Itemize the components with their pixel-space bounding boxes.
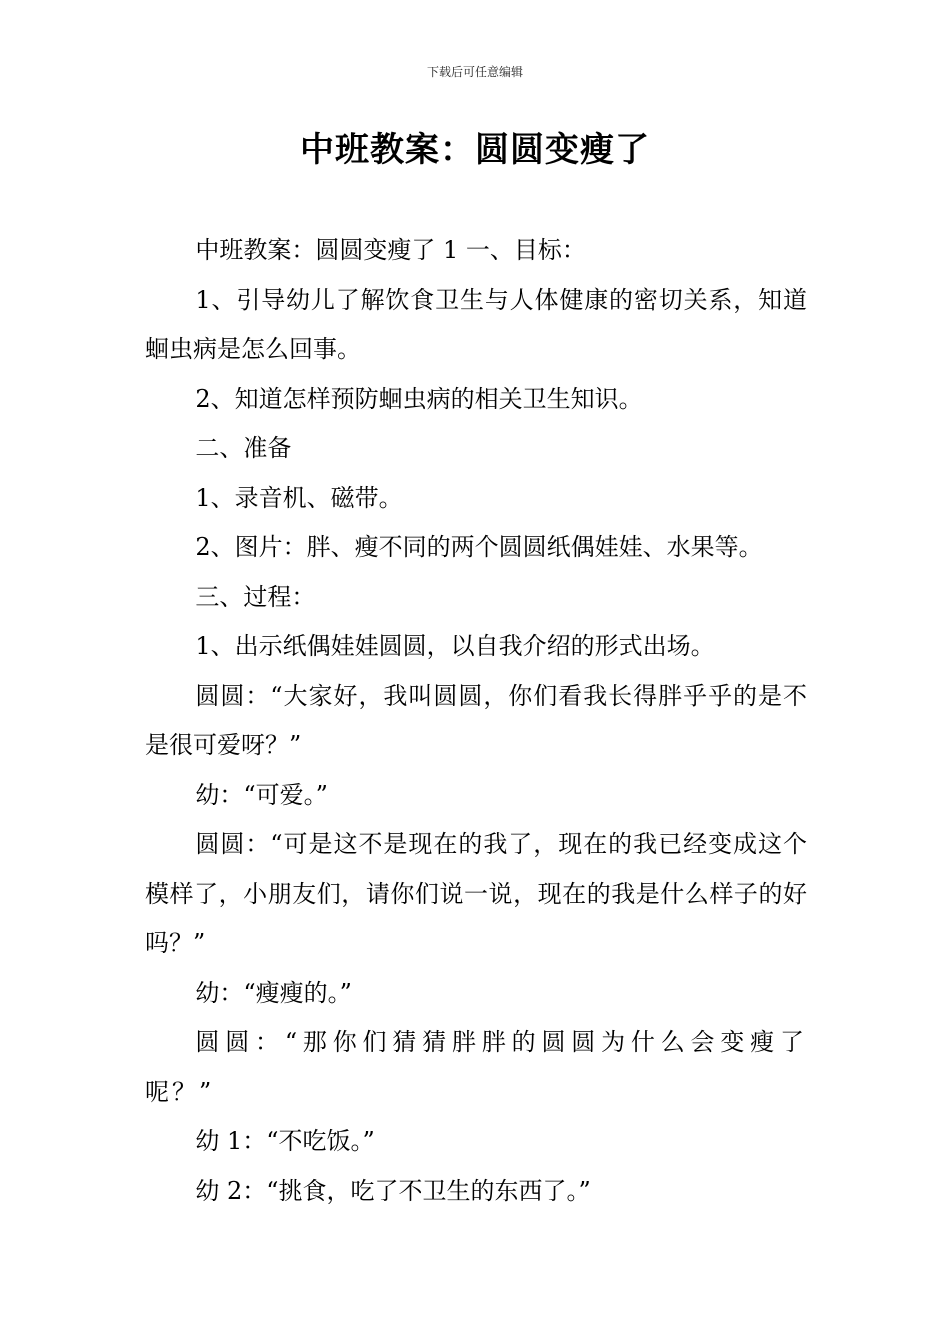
paragraph: 圆圆：“可是这不是现在的我了，现在的我已经变成这个模样了，小朋友们，请你们说一说，现在的我是什么样子的好吗？”: [145, 830, 807, 957]
paragraph: 幼：“可爱。”: [195, 780, 328, 809]
paragraph: 1、出示纸偶娃娃圆圆，以自我介绍的形式出场。: [195, 632, 715, 660]
paragraph: 幼 2：“挑食，吃了不卫生的东西了。”: [195, 1176, 591, 1205]
paragraph: 二、准备: [195, 434, 292, 462]
paragraph: 圆圆：“那你们猜猜胖胖的圆圆为什么会变瘦了呢？”: [145, 1028, 807, 1106]
paragraph: 圆圆：“大家好，我叫圆圆，你们看我长得胖乎乎的是不是很可爱呀？”: [145, 681, 807, 759]
page-title: 中班教案：圆圆变瘦了: [300, 130, 650, 170]
header-note: 下载后可任意编辑: [426, 65, 523, 79]
paragraph: 2、图片：胖、瘦不同的两个圆圆纸偶娃娃、水果等。: [195, 533, 763, 561]
paragraph: 中班教案：圆圆变瘦了 1 一、目标：: [195, 236, 586, 264]
paragraph: 幼：“瘦瘦的。”: [195, 978, 352, 1007]
document-body: [145, 226, 807, 1216]
paragraph: 1、引导幼儿了解饮食卫生与人体健康的密切关系，知道蛔虫病是怎么回事。: [145, 285, 807, 363]
paragraph: 幼 1：“不吃饭。”: [195, 1127, 375, 1155]
paragraph: 2、知道怎样预防蛔虫病的相关卫生知识。: [195, 384, 643, 413]
paragraph: 1、录音机、磁带。: [195, 483, 403, 512]
paragraph: 三、过程：: [195, 582, 316, 611]
